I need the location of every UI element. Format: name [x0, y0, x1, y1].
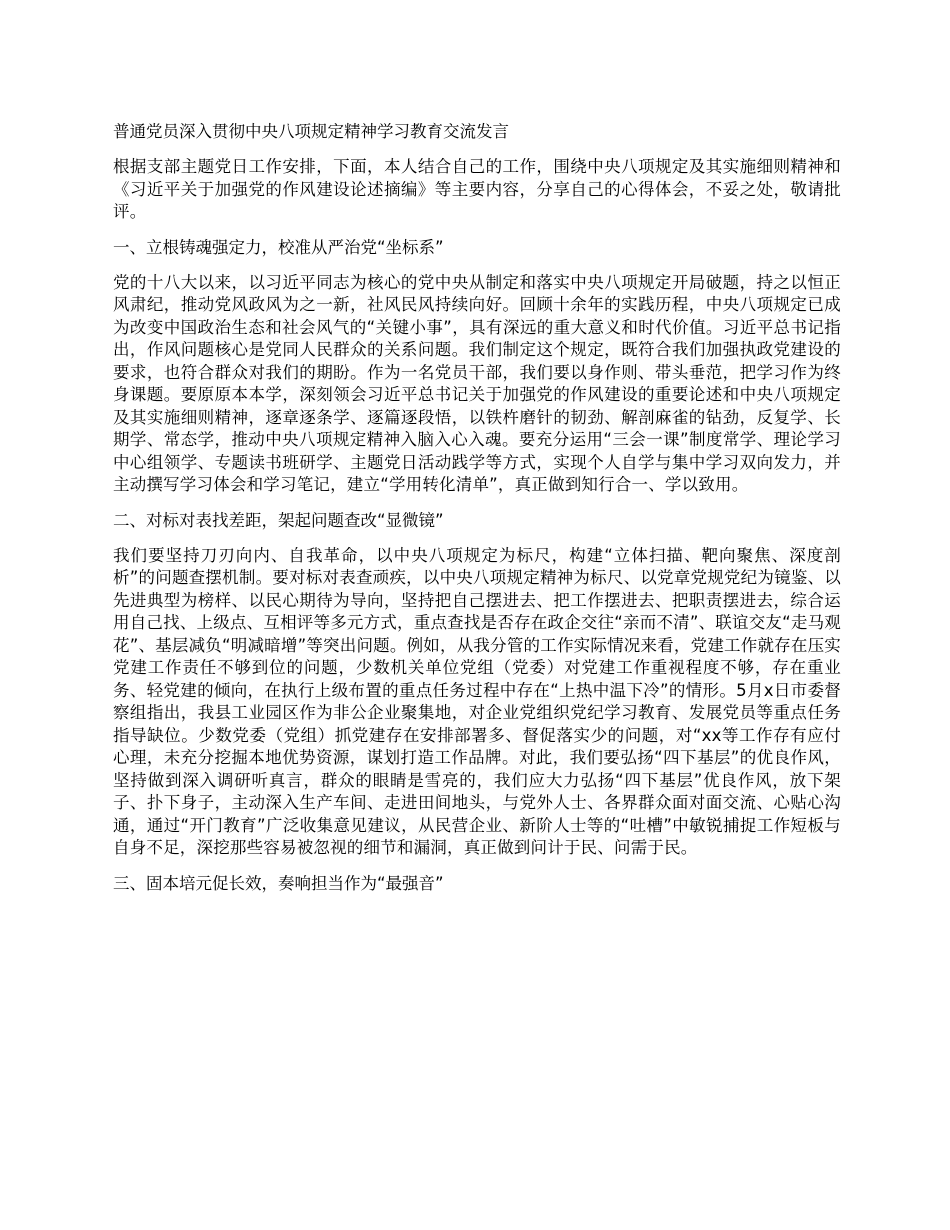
section-2-body: 我们要坚持刀刃向内、自我革命，以中央八项规定为标尺，构建“立体扫描、靶向聚焦、深度剖析”的问题查摆机制。要对标对表查顽疾，以中央八项规定精神为标尺、以党章党规党纪为镜鉴、以先进典型为榜样、以民心期待为导向，坚持把自己摆进去、把工作摆进去、把职责摆进去，综合运用自己找、上级点、互相评等多元方式，重点查找是否存在政企交往“亲而不清”、联谊交友“走马观花”、基层减负“明减暗增”等突出问题。例如，从我分管的工作实际情况来看，党建工作就存在压实党建工作责任不够到位的问题，少数机关单位党组（党委）对党建工作重视程度不够，存在重业务、轻党建的倾向，在执行上级布置的重点任务过程中存在“上热中温下冷”的情形。5月x日市委督察组指出，我县工业园区作为非公企业聚集地，对企业党组织党纪学习教育、发展党员等重点任务指导缺位。少数党委（党组）抓党建存在安排部署多、督促落实少的问题，对“xx等工作存有应付心理，未充分挖掘本地优势资源，谋划打造工作品牌。对此，我们要弘扬“四下基层”的优良作风，坚持做到深入调研听真言，群众的眼睛是雪亮的，我们应大力弘扬“四下基层”优良作风，放下架子、扑下身子，主动深入生产车间、走进田间地头，与党外人士、各界群众面对面交流、心贴心沟通，通过“开门教育”广泛收集意见建议，从民营企业、新阶人士等的“吐槽”中敏锐捕捉工作短板与自身不足，深挖那些容易被忽视的细节和漏洞，真正做到问计于民、问需于民。	[113, 545, 841, 857]
document-title: 普通党员深入贯彻中央八项规定精神学习教育交流发言	[113, 122, 509, 141]
section-1-body: 党的十八大以来，以习近平同志为核心的党中央从制定和落实中央八项规定开局破题，持之以恒正风肃纪，推动党风政风为之一新，社风民风持续向好。回顾十余年的实践历程，中央八项规定已成为改变中国政治生态和社会风气的“关键小事”，具有深远的重大意义和时代价值。习近平总书记指出，作风问题核心是党同人民群众的关系问题。我们制定这个规定，既符合我们加强执政党建设的要求，也符合群众对我们的期盼。作为一名党员干部，我们要以身作则、带头垂范，把学习作为终身课题。要原原本本学，深刻领会习近平总书记关于加强党的作风建设的重要论述和中央八项规定及其实施细则精神，逐章逐条学、逐篇逐段悟，以铁杵磨针的韧劲、解剖麻雀的钻劲，反复学、长期学、常态学，推动中央八项规定精神入脑入心入魂。要充分运用“三会一课”制度常学、理论学习中心组领学、专题读书班研学、主题党日活动践学等方式，实现个人自学与集中学习双向发力，并主动撰写学习体会和学习笔记，建立“学用转化清单”，真正做到知行合一、学以致用。	[113, 272, 841, 494]
section-2-heading: 二、对标对表找差距，架起问题查改“显微镜”	[113, 510, 444, 530]
intro-paragraph: 根据支部主题党日工作安排，下面，本人结合自己的工作，围绕中央八项规定及其实施细则精神和《习近平关于加强党的作风建设论述摘编》等主要内容，分享自己的心得体会，不妥之处，敬请批评。	[113, 157, 841, 221]
section-3-heading: 三、固本培元促长效，奏响担当作为“最强音”	[113, 873, 444, 893]
document-page	[113, 120, 841, 908]
section-1-heading: 一、立根铸魂强定力，校准从严治党“坐标系”	[113, 237, 444, 257]
